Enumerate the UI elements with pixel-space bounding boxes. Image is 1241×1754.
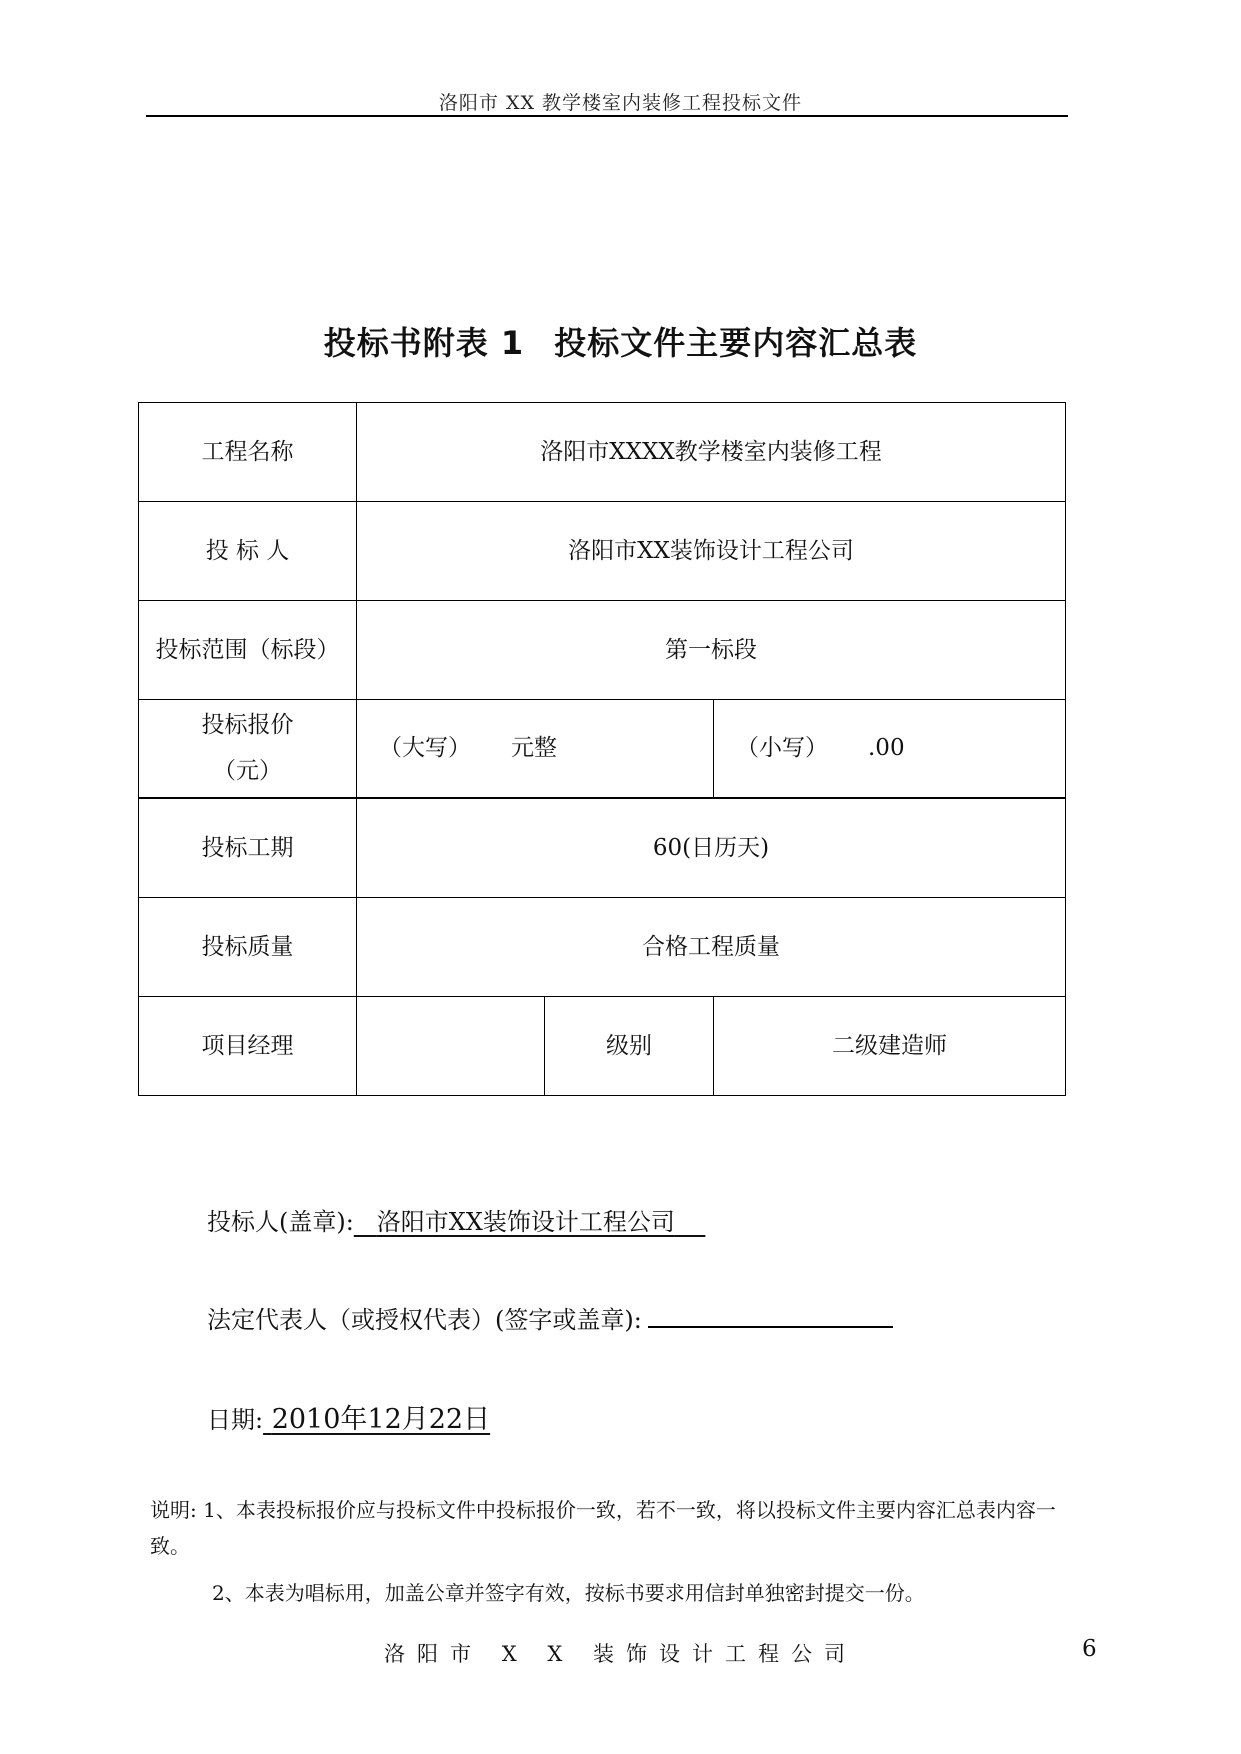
title-part-2: 投标文件主要内容汇总表 [554,324,918,362]
note-1: 说明: 1、本表投标报价应与投标文件中投标报价一致，若不一致，将以投标文件主要内容汇总表内容一致。 [150,1498,1056,1558]
scope-value: 第一标段 [357,600,1066,699]
table-row [139,501,1066,600]
scope-label: 投标范围（标段） [139,600,357,699]
table-row [139,997,1066,1096]
price-label-line1: 投标报价 [201,712,294,739]
date-line [207,1397,490,1436]
page-header: 洛阳市 XX 教学楼室内装修工程投标文件 [438,92,803,114]
bidder-seal-value [354,1208,706,1236]
price-label [139,699,357,798]
period-label: 投标工期 [139,798,357,897]
price-upper-cell [357,699,714,798]
grade-label: 级别 [545,997,714,1096]
price-lower-value: .00 [868,735,905,762]
bidder-seal-text: 洛阳市XX装饰设计工程公司 [376,1208,675,1236]
project-name-value: 洛阳市XXXX教学楼室内装修工程 [357,403,1066,502]
footer-company: 洛阳市 X X 装饰设计工程公司 [384,1642,857,1666]
document-title [0,318,1241,364]
legal-rep-label: 法定代表人（或授权代表）(签字或盖章): [207,1306,642,1334]
grade-value: 二级建造师 [714,997,1066,1096]
manager-label: 项目经理 [139,997,357,1096]
bid-summary-table [138,402,1066,1096]
period-value: 60(日历天) [357,798,1066,897]
date-value [263,1404,490,1435]
table-row [139,403,1066,502]
title-part-1: 投标书附表 1 [323,324,525,362]
header-rule [146,115,1068,117]
quality-value: 合格工程质量 [357,898,1066,997]
legal-representative-line [207,1300,893,1335]
bidder-value: 洛阳市XX装饰设计工程公司 [357,501,1066,600]
bidder-seal-label: 投标人(盖章): [207,1208,354,1236]
date-text: 2010年12月22日 [271,1404,491,1435]
table-row [139,898,1066,997]
price-lower-label: （小写） [736,735,828,762]
project-name-label: 工程名称 [139,403,357,502]
manager-value [357,997,545,1096]
price-lower-cell [714,699,1066,798]
bidder-label: 投 标 人 [139,501,357,600]
price-upper-value: 元整 [511,735,557,762]
quality-label: 投标质量 [139,898,357,997]
table-row [139,699,1066,798]
price-upper-label: （大写） [379,735,471,762]
page-number: 6 [1082,1636,1097,1662]
note-2: 2、本表为唱标用，加盖公章并签字有效，按标书要求用信封单独密封提交一份。 [212,1581,925,1605]
table-row [139,798,1066,897]
signature-blank-line [648,1324,893,1328]
price-label-line2: （元） [213,758,282,785]
bidder-seal-line [207,1202,705,1237]
date-label: 日期: [207,1406,264,1434]
table-row [139,600,1066,699]
